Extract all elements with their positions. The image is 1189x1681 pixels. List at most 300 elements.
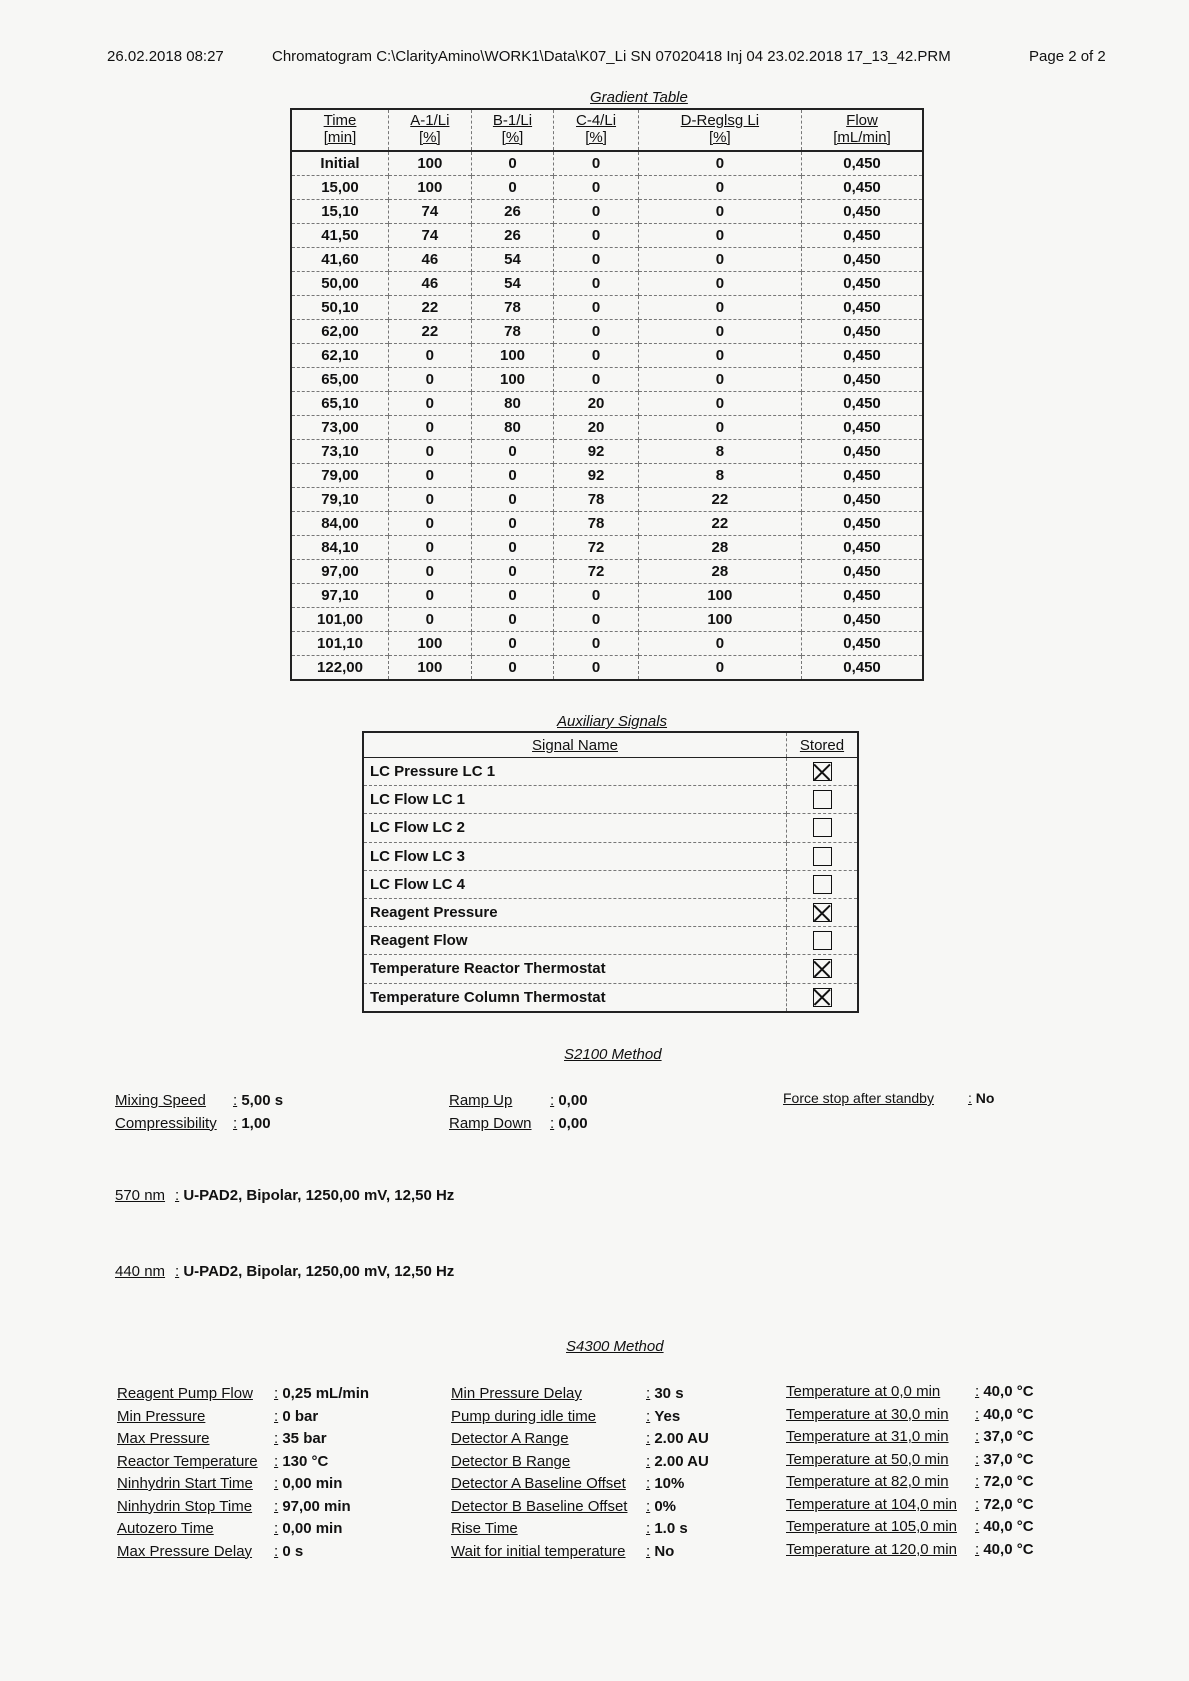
param-row xyxy=(117,1473,369,1496)
header-unit: [%] xyxy=(501,129,524,146)
table-cell: 72 xyxy=(554,536,638,560)
param-row xyxy=(117,1541,369,1564)
colon: : xyxy=(975,1383,980,1400)
stored-cell xyxy=(787,842,859,870)
table-cell: 100 xyxy=(389,151,472,176)
table-cell: 41,60 xyxy=(291,248,389,272)
det440-value: U-PAD2, Bipolar, 1250,00 mV, 12,50 Hz xyxy=(183,1263,455,1280)
param-value: 2.00 AU xyxy=(654,1430,709,1447)
param-label: Temperature at 105,0 min xyxy=(786,1518,957,1535)
det570-label: 570 nm xyxy=(115,1187,166,1204)
table-cell: 22 xyxy=(638,512,801,536)
param-label: Temperature at 50,0 min xyxy=(786,1450,949,1468)
table-cell: 26 xyxy=(471,224,554,248)
param-row xyxy=(117,1518,369,1541)
colon: : xyxy=(550,1092,555,1109)
table-cell: 0 xyxy=(554,656,638,681)
table-cell: 54 xyxy=(471,272,554,296)
table-cell: 0,450 xyxy=(802,632,923,656)
table-cell: 0 xyxy=(471,608,554,632)
s4300-column-3 xyxy=(786,1381,1034,1561)
param-label: Min Pressure Delay xyxy=(451,1385,582,1402)
param-row xyxy=(786,1471,1034,1494)
gradient-table-title: Gradient Table xyxy=(590,89,688,106)
compressibility-label: Compressibility xyxy=(115,1114,217,1132)
colon: : xyxy=(975,1405,980,1423)
checked-checkbox-icon xyxy=(813,762,832,781)
table-row xyxy=(291,608,923,632)
param-label: Ninhydrin Start Time xyxy=(117,1475,253,1492)
table-row xyxy=(291,512,923,536)
signal-name: LC Flow LC 3 xyxy=(363,842,787,870)
param-label: Temperature at 0,0 min xyxy=(786,1383,941,1400)
colon: : xyxy=(975,1540,980,1558)
param-row xyxy=(786,1494,1034,1517)
colon: : xyxy=(968,1090,972,1106)
table-cell: 72 xyxy=(554,560,638,584)
param-label: Detector A Baseline Offset xyxy=(451,1475,626,1492)
table-row xyxy=(291,560,923,584)
table-cell: 0 xyxy=(389,368,472,392)
table-cell: 0 xyxy=(471,512,554,536)
table-cell: 0 xyxy=(471,656,554,681)
table-cell: 50,10 xyxy=(291,296,389,320)
table-cell: 78 xyxy=(554,512,638,536)
table-cell: 0 xyxy=(471,151,554,176)
param-row xyxy=(117,1451,369,1474)
param-value: 97,00 min xyxy=(282,1497,351,1515)
table-cell: 0,450 xyxy=(802,296,923,320)
stored-cell xyxy=(787,814,859,842)
auxiliary-signals-title: Auxiliary Signals xyxy=(557,713,668,730)
colon: : xyxy=(175,1187,180,1204)
table-row xyxy=(291,536,923,560)
page-number: Page 2 of 2 xyxy=(1029,48,1106,65)
table-row xyxy=(291,632,923,656)
signal-name: LC Flow LC 4 xyxy=(363,870,787,898)
header-unit: [%] xyxy=(585,129,607,146)
table-row xyxy=(291,151,923,176)
header-name: A-1/Li xyxy=(410,112,450,129)
table-cell: 0 xyxy=(638,176,801,200)
s2100-title: S2100 Method xyxy=(564,1046,662,1063)
header-name: Flow xyxy=(846,112,878,129)
table-cell: 0 xyxy=(471,440,554,464)
unchecked-checkbox-icon xyxy=(813,931,832,950)
table-cell: 78 xyxy=(554,488,638,512)
signal-name: LC Pressure LC 1 xyxy=(363,758,787,786)
header-unit: [%] xyxy=(709,129,731,146)
signal-row xyxy=(363,955,858,983)
param-label: Detector A Range xyxy=(451,1430,569,1447)
table-row xyxy=(291,464,923,488)
table-cell: 0 xyxy=(389,392,472,416)
table-cell: 0,450 xyxy=(802,392,923,416)
table-cell: 41,50 xyxy=(291,224,389,248)
table-cell: 0 xyxy=(554,344,638,368)
param-value: 0 bar xyxy=(282,1407,319,1425)
signal-name: Temperature Column Thermostat xyxy=(363,983,787,1012)
unchecked-checkbox-icon xyxy=(813,790,832,809)
table-row xyxy=(291,176,923,200)
table-cell: 50,00 xyxy=(291,272,389,296)
param-row xyxy=(451,1406,709,1429)
stored-cell xyxy=(787,786,859,814)
table-cell: 122,00 xyxy=(291,656,389,681)
table-row xyxy=(291,392,923,416)
param-value: 0 s xyxy=(282,1542,304,1560)
table-cell: 46 xyxy=(389,248,472,272)
param-row xyxy=(786,1539,1034,1562)
signal-name-header: Signal Name xyxy=(363,732,787,758)
table-cell: 73,10 xyxy=(291,440,389,464)
table-cell: 0,450 xyxy=(802,536,923,560)
table-cell: 0,450 xyxy=(802,248,923,272)
stored-cell xyxy=(787,898,859,926)
param-value: 0,25 mL/min xyxy=(282,1385,370,1402)
gradient-col-header xyxy=(802,109,923,151)
table-cell: 54 xyxy=(471,248,554,272)
colon: : xyxy=(233,1114,238,1132)
param-row xyxy=(451,1451,709,1474)
signal-name: Temperature Reactor Thermostat xyxy=(363,955,787,983)
detector-440 xyxy=(115,1261,454,1284)
det570-value: U-PAD2, Bipolar, 1250,00 mV, 12,50 Hz xyxy=(183,1187,455,1204)
param-row xyxy=(451,1541,709,1564)
table-cell: 100 xyxy=(471,368,554,392)
param-value: 130 °C xyxy=(282,1452,329,1470)
table-cell: 0 xyxy=(554,176,638,200)
colon: : xyxy=(646,1452,651,1470)
header-name: D-Reglsg Li xyxy=(680,112,760,129)
param-label: Max Pressure Delay xyxy=(117,1542,253,1560)
table-cell: 0 xyxy=(554,584,638,608)
table-cell: 0 xyxy=(389,488,472,512)
param-value: 1.0 s xyxy=(654,1520,688,1537)
table-cell: 46 xyxy=(389,272,472,296)
table-cell: 0 xyxy=(638,656,801,681)
table-cell: 0,450 xyxy=(802,584,923,608)
param-label: Temperature at 120,0 min xyxy=(786,1540,957,1558)
table-cell: 80 xyxy=(471,416,554,440)
table-cell: 0 xyxy=(554,608,638,632)
force-stop-value: No xyxy=(975,1090,995,1106)
table-cell: 0 xyxy=(389,464,472,488)
table-row xyxy=(291,320,923,344)
signal-name: LC Flow LC 2 xyxy=(363,814,787,842)
signal-row xyxy=(363,758,858,786)
print-datetime: 26.02.2018 08:27 xyxy=(107,48,224,65)
colon: : xyxy=(175,1263,180,1280)
table-cell: 0,450 xyxy=(802,656,923,681)
stored-cell xyxy=(787,870,859,898)
table-cell: 101,00 xyxy=(291,608,389,632)
table-cell: 0 xyxy=(554,151,638,176)
stored-cell xyxy=(787,758,859,786)
colon: : xyxy=(233,1092,238,1109)
table-cell: 0,450 xyxy=(802,344,923,368)
checked-checkbox-icon xyxy=(813,903,832,922)
unchecked-checkbox-icon xyxy=(813,875,832,894)
table-cell: 0 xyxy=(389,536,472,560)
table-cell: 0,450 xyxy=(802,560,923,584)
table-cell: 80 xyxy=(471,392,554,416)
table-cell: 0,450 xyxy=(802,488,923,512)
param-row xyxy=(786,1381,1034,1404)
table-cell: 0 xyxy=(471,488,554,512)
param-row xyxy=(451,1383,709,1406)
table-cell: 97,10 xyxy=(291,584,389,608)
table-cell: 0 xyxy=(638,368,801,392)
signal-name: LC Flow LC 1 xyxy=(363,786,787,814)
checked-checkbox-icon xyxy=(813,959,832,978)
gradient-col-header xyxy=(389,109,472,151)
table-cell: 0 xyxy=(389,560,472,584)
table-row xyxy=(291,296,923,320)
table-cell: 8 xyxy=(638,440,801,464)
table-cell: 0,450 xyxy=(802,151,923,176)
compressibility-value: 1,00 xyxy=(241,1114,271,1132)
ramp-down-value: 0,00 xyxy=(558,1114,588,1132)
param-row xyxy=(786,1449,1034,1472)
table-row xyxy=(291,200,923,224)
gradient-col-header xyxy=(291,109,389,151)
gradient-col-header xyxy=(471,109,554,151)
table-cell: 0 xyxy=(638,392,801,416)
table-cell: 0 xyxy=(638,224,801,248)
table-cell: 0 xyxy=(389,344,472,368)
table-cell: 0,450 xyxy=(802,200,923,224)
stored-header: Stored xyxy=(787,732,859,758)
param-value: 0% xyxy=(654,1497,677,1515)
param-row xyxy=(117,1428,369,1451)
param-row xyxy=(451,1473,709,1496)
table-cell: 0 xyxy=(471,176,554,200)
colon: : xyxy=(646,1520,651,1537)
param-value: 0,00 min xyxy=(282,1475,343,1492)
table-cell: 79,00 xyxy=(291,464,389,488)
signal-row xyxy=(363,786,858,814)
stored-cell xyxy=(787,955,859,983)
colon: : xyxy=(274,1407,279,1425)
table-row xyxy=(291,488,923,512)
table-cell: 0 xyxy=(638,296,801,320)
document-title: Chromatogram C:\ClarityAmino\WORK1\Data\K07_Li SN 07020418 Inj 04 23.02.2018 17_13_42.PRM xyxy=(272,48,951,65)
s4300-title: S4300 Method xyxy=(566,1338,664,1355)
param-row xyxy=(786,1404,1034,1427)
table-cell: 28 xyxy=(638,560,801,584)
unchecked-checkbox-icon xyxy=(813,818,832,837)
ramp-down-label: Ramp Down xyxy=(449,1114,532,1132)
table-cell: 101,10 xyxy=(291,632,389,656)
param-value: 72,0 °C xyxy=(983,1473,1034,1490)
unchecked-checkbox-icon xyxy=(813,847,832,866)
param-label: Wait for initial temperature xyxy=(451,1542,626,1560)
table-cell: 79,10 xyxy=(291,488,389,512)
table-cell: 97,00 xyxy=(291,560,389,584)
table-cell: 100 xyxy=(638,584,801,608)
det440-label: 440 nm xyxy=(115,1263,166,1280)
param-label: Temperature at 31,0 min xyxy=(786,1428,949,1445)
param-value: 72,0 °C xyxy=(983,1495,1034,1513)
param-label: Detector B Range xyxy=(451,1452,571,1470)
header-name: B-1/Li xyxy=(492,112,533,129)
table-cell: 0,450 xyxy=(802,608,923,632)
table-cell: 0 xyxy=(554,368,638,392)
colon: : xyxy=(274,1520,279,1537)
table-cell: 0 xyxy=(554,632,638,656)
table-cell: 28 xyxy=(638,536,801,560)
param-label: Reactor Temperature xyxy=(117,1452,258,1470)
colon: : xyxy=(646,1542,651,1560)
colon: : xyxy=(274,1430,279,1447)
header-name: C-4/Li xyxy=(576,112,617,129)
colon: : xyxy=(646,1385,651,1402)
table-cell: 0 xyxy=(554,272,638,296)
param-value: 2.00 AU xyxy=(654,1452,709,1470)
table-cell: 0,450 xyxy=(802,272,923,296)
table-cell: 22 xyxy=(638,488,801,512)
table-cell: 0 xyxy=(638,344,801,368)
table-cell: 22 xyxy=(389,296,472,320)
mixing-speed-value: 5,00 s xyxy=(241,1092,284,1109)
colon: : xyxy=(975,1428,980,1445)
colon: : xyxy=(975,1518,980,1535)
param-row xyxy=(117,1406,369,1429)
param-value: 40,0 °C xyxy=(983,1383,1034,1400)
param-value: 40,0 °C xyxy=(983,1405,1034,1423)
table-cell: 78 xyxy=(471,296,554,320)
table-cell: 0 xyxy=(389,440,472,464)
table-cell: 92 xyxy=(554,440,638,464)
table-cell: 0 xyxy=(389,584,472,608)
colon: : xyxy=(646,1475,651,1492)
table-cell: 74 xyxy=(389,200,472,224)
param-row xyxy=(451,1428,709,1451)
param-label: Temperature at 104,0 min xyxy=(786,1495,957,1513)
table-cell: 15,00 xyxy=(291,176,389,200)
param-value: 37,0 °C xyxy=(983,1428,1034,1445)
ramp-up-value: 0,00 xyxy=(558,1092,588,1109)
param-value: 40,0 °C xyxy=(983,1518,1034,1535)
table-cell: 100 xyxy=(638,608,801,632)
table-cell: 0,450 xyxy=(802,224,923,248)
table-cell: 74 xyxy=(389,224,472,248)
table-cell: 0,450 xyxy=(802,464,923,488)
signal-row xyxy=(363,927,858,955)
table-cell: 0,450 xyxy=(802,440,923,464)
table-row xyxy=(291,248,923,272)
table-cell: 0,450 xyxy=(802,320,923,344)
table-cell: 0 xyxy=(389,416,472,440)
table-cell: 20 xyxy=(554,392,638,416)
table-row xyxy=(291,416,923,440)
table-cell: 78 xyxy=(471,320,554,344)
signal-name: Reagent Flow xyxy=(363,927,787,955)
stored-cell xyxy=(787,927,859,955)
param-label: Detector B Baseline Offset xyxy=(451,1497,628,1515)
colon: : xyxy=(646,1497,651,1515)
table-cell: 0,450 xyxy=(802,512,923,536)
s4300-column-2 xyxy=(451,1383,709,1563)
table-cell: 0,450 xyxy=(802,368,923,392)
s2100-right-params xyxy=(783,1087,994,1110)
param-row xyxy=(786,1426,1034,1449)
ramp-up-label: Ramp Up xyxy=(449,1092,513,1109)
table-cell: 0 xyxy=(638,416,801,440)
table-cell: 0 xyxy=(554,200,638,224)
table-cell: 0 xyxy=(389,608,472,632)
table-cell: 0 xyxy=(638,632,801,656)
auxiliary-signals-table xyxy=(362,731,859,1013)
param-row xyxy=(451,1496,709,1519)
colon: : xyxy=(646,1430,651,1447)
s2100-left-params xyxy=(115,1090,283,1135)
table-cell: Initial xyxy=(291,151,389,176)
table-row xyxy=(291,440,923,464)
table-row xyxy=(291,344,923,368)
table-cell: 65,00 xyxy=(291,368,389,392)
param-label: Reagent Pump Flow xyxy=(117,1385,253,1402)
table-cell: 0 xyxy=(471,632,554,656)
colon: : xyxy=(274,1385,279,1402)
param-value: 40,0 °C xyxy=(983,1540,1034,1558)
table-cell: 8 xyxy=(638,464,801,488)
table-row xyxy=(291,272,923,296)
signal-row xyxy=(363,898,858,926)
table-cell: 84,10 xyxy=(291,536,389,560)
gradient-col-header xyxy=(554,109,638,151)
table-cell: 15,10 xyxy=(291,200,389,224)
table-cell: 100 xyxy=(389,176,472,200)
param-label: Autozero Time xyxy=(117,1520,214,1537)
table-cell: 0 xyxy=(554,320,638,344)
table-cell: 0 xyxy=(638,320,801,344)
param-value: 0,00 min xyxy=(282,1520,343,1537)
table-cell: 0 xyxy=(471,584,554,608)
table-cell: 65,10 xyxy=(291,392,389,416)
stored-cell xyxy=(787,983,859,1012)
signal-row xyxy=(363,983,858,1012)
param-label: Max Pressure xyxy=(117,1430,210,1447)
s4300-column-1 xyxy=(117,1383,369,1563)
mixing-speed-label: Mixing Speed xyxy=(115,1092,206,1109)
table-row xyxy=(291,584,923,608)
colon: : xyxy=(646,1407,651,1425)
param-label: Temperature at 30,0 min xyxy=(786,1405,949,1423)
table-cell: 0 xyxy=(638,272,801,296)
param-value: No xyxy=(654,1542,675,1560)
table-cell: 62,00 xyxy=(291,320,389,344)
table-cell: 0 xyxy=(389,512,472,536)
table-cell: 26 xyxy=(471,200,554,224)
signal-row xyxy=(363,870,858,898)
signal-row xyxy=(363,814,858,842)
colon: : xyxy=(975,1450,980,1468)
table-cell: 100 xyxy=(389,632,472,656)
param-label: Temperature at 82,0 min xyxy=(786,1473,949,1490)
param-value: 37,0 °C xyxy=(983,1450,1034,1468)
table-row xyxy=(291,368,923,392)
table-cell: 62,10 xyxy=(291,344,389,368)
table-cell: 0 xyxy=(471,536,554,560)
header-unit: [mL/min] xyxy=(833,129,891,146)
param-value: 35 bar xyxy=(282,1430,327,1447)
table-cell: 100 xyxy=(389,656,472,681)
table-row xyxy=(291,656,923,681)
table-cell: 20 xyxy=(554,416,638,440)
param-label: Pump during idle time xyxy=(451,1407,597,1425)
